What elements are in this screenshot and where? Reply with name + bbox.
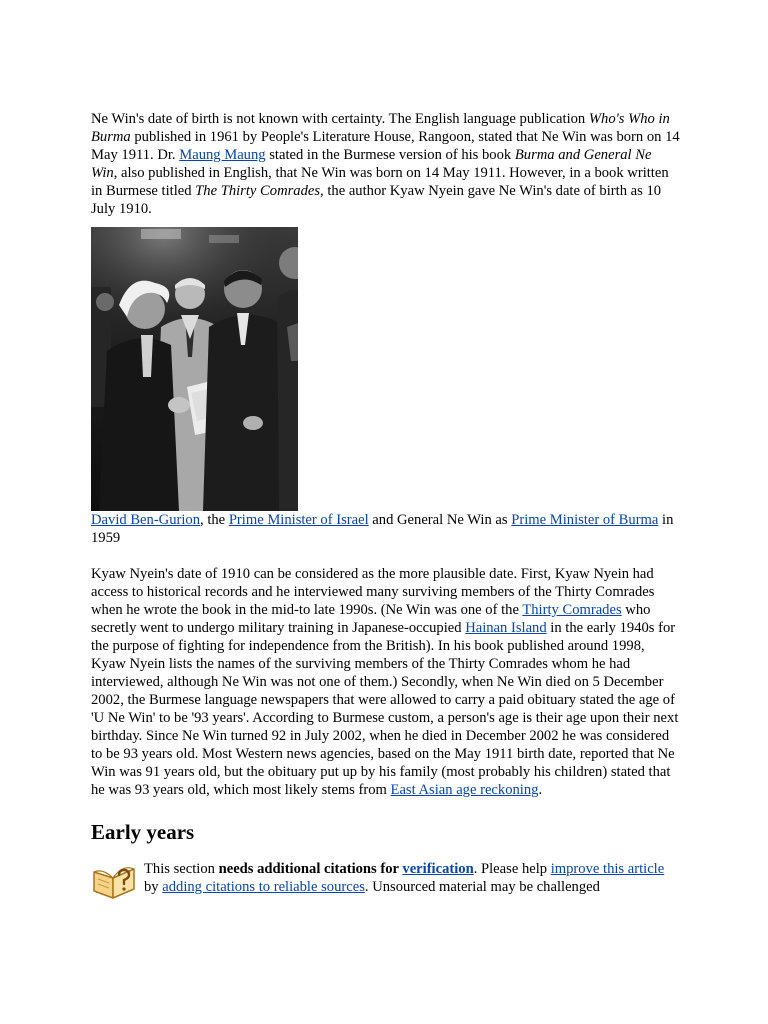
historical-photo[interactable] (91, 227, 298, 511)
link-thirty-comrades[interactable]: Thirty Comrades (522, 602, 622, 618)
book-title: Burma and General Ne Win (91, 147, 652, 181)
link-adding-citations[interactable]: adding citations to reliable sources (162, 879, 365, 895)
intro-paragraph (91, 110, 681, 218)
body-text: in the early 1940s for the purpose of fighting for independence from the British). In his book published around 1998, Kyaw Nyein lists the names of the surviving members of the Thirty Comrades whom he had interviewed, although Ne Win was not one of them.) Secondly, when Ne Win died on 5 December 2002, the Burmese language newspapers that were allowed to carry a paid obituary stated the age of 'U Ne Win' to be '93 years'. According to Burmese custom, a person's age is their age upon their next birthday. Since Ne Win turned 92 in July 2002, when he died in December 2002 he was considered to be 93 years old. Most Western news agencies, based on the May 1911 birth date, reported that Ne Win was 91 years old, but the obituary put up by his family (most probably his children) stated that he was 93 years old, which most likely stems from (91, 620, 679, 798)
caption-text: and General Ne Win as (368, 512, 512, 528)
book-question-icon (91, 860, 137, 900)
intro-text: stated in the Burmese version of his book (265, 147, 515, 163)
notice-emphasis: needs additional citations for (218, 861, 403, 877)
link-hainan-island[interactable]: Hainan Island (465, 620, 547, 636)
intro-text: , the author Kyaw Nyein gave Ne Win's date of birth as 10 July 1910. (91, 183, 662, 217)
notice-text-part: . Please help (473, 861, 551, 877)
link-east-asian-age-reckoning[interactable]: East Asian age reckoning (390, 782, 539, 798)
citation-notice (91, 860, 681, 900)
notice-text-part: . Unsourced material may be challenged (364, 879, 600, 895)
link-maung-maung[interactable]: Maung Maung (179, 147, 266, 163)
notice-text-part: This section (144, 861, 219, 877)
link-prime-minister-israel[interactable]: Prime Minister of Israel (228, 512, 369, 528)
link-verification[interactable]: verification (402, 861, 474, 877)
notice-text (144, 860, 681, 896)
book-title: Who's Who in Burma (91, 111, 670, 145)
book-title: The Thirty Comrades (195, 183, 321, 199)
intro-text: , also published in English, that Ne Win was born on 14 May 1911. However, in a book written in Burmese titled (91, 165, 669, 199)
intro-text: Ne Win's date of birth is not known with certainty. The English language publication (91, 111, 589, 127)
link-improve-this-article[interactable]: improve this article (550, 861, 665, 877)
body-text: who secretly went to undergo military training in Japanese-occupied (91, 602, 651, 636)
notice-text-part: by (144, 879, 163, 895)
body-text: . (538, 782, 543, 798)
link-prime-minister-burma[interactable]: Prime Minister of Burma (511, 512, 659, 528)
caption-text: , the (200, 512, 229, 528)
section-heading: Early years (91, 820, 195, 844)
photo-caption (91, 511, 681, 547)
link-david-ben-gurion[interactable]: David Ben-Gurion (91, 512, 201, 528)
intro-text: published in 1961 by People's Literature House, Rangoon, stated that Ne Win was born on 14 May 1911. Dr. (91, 129, 680, 163)
body-text: Kyaw Nyein's date of 1910 can be considered as the more plausible date. First, Kyaw Nyein had access to historical records and he interviewed many surviving members of the Thirty Comrades when he wrote the book in the mid-to late 1990s. (Ne Win was one of the (91, 566, 655, 618)
body-paragraph (91, 565, 681, 799)
caption-text: in 1959 (91, 512, 674, 546)
article-content (91, 110, 681, 900)
